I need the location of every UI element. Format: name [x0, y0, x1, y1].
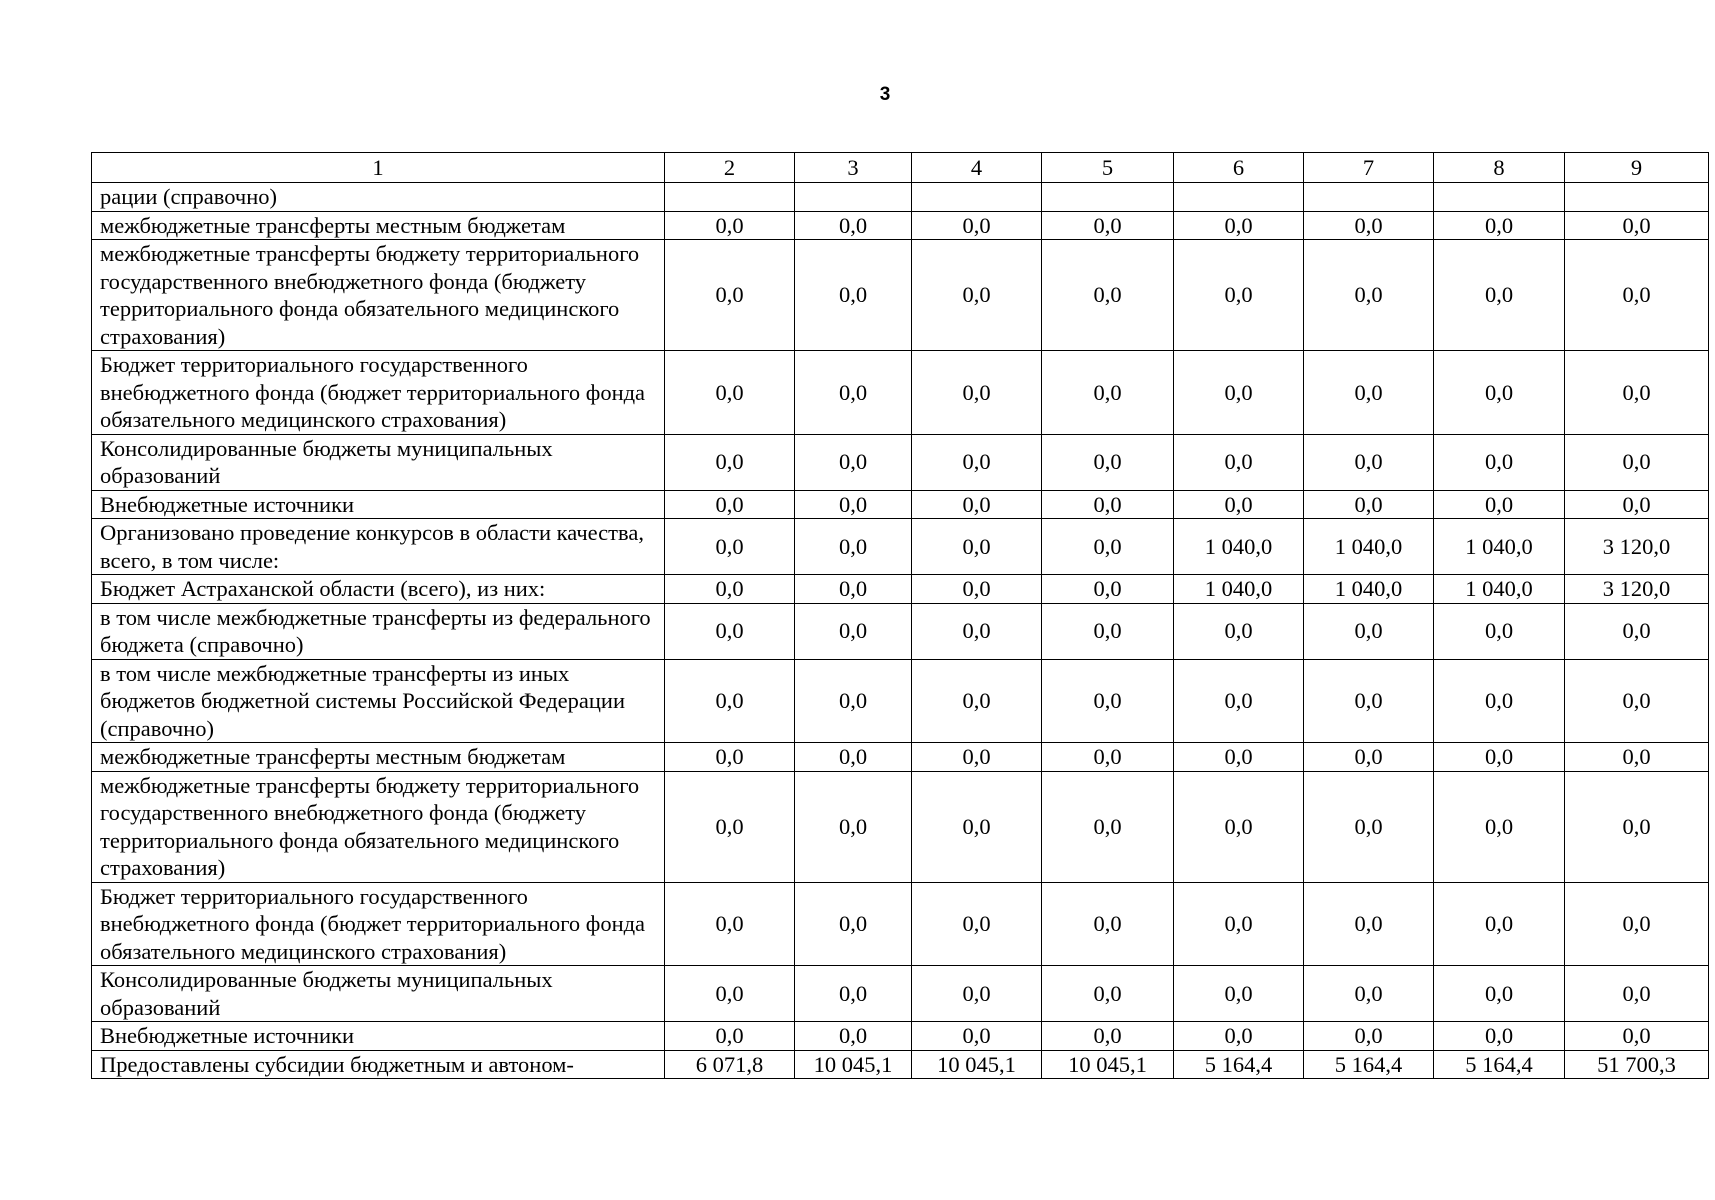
- value-cell: 0,0: [1565, 434, 1709, 490]
- value-cell: 0,0: [795, 603, 912, 659]
- value-cell: 0,0: [1042, 659, 1174, 743]
- value-cell: 0,0: [1434, 240, 1565, 351]
- value-cell: 0,0: [1174, 603, 1304, 659]
- value-cell: 1 040,0: [1174, 519, 1304, 575]
- value-cell: [1174, 183, 1304, 212]
- row-label: Бюджет Астраханской области (всего), из них:: [92, 575, 665, 604]
- column-header: 7: [1304, 153, 1434, 183]
- value-cell: 0,0: [1042, 519, 1174, 575]
- table-row: [92, 659, 1709, 743]
- value-cell: 5 164,4: [1174, 1050, 1304, 1079]
- value-cell: 0,0: [1174, 211, 1304, 240]
- value-cell: 0,0: [912, 771, 1042, 882]
- table-row: [92, 966, 1709, 1022]
- value-cell: 0,0: [912, 882, 1042, 966]
- value-cell: 0,0: [912, 1022, 1042, 1051]
- value-cell: 0,0: [795, 771, 912, 882]
- value-cell: 0,0: [1434, 659, 1565, 743]
- value-cell: 0,0: [912, 434, 1042, 490]
- column-header: 8: [1434, 153, 1565, 183]
- value-cell: [1304, 183, 1434, 212]
- column-header: 6: [1174, 153, 1304, 183]
- value-cell: 0,0: [1565, 966, 1709, 1022]
- value-cell: 0,0: [795, 490, 912, 519]
- table-header-row: [92, 153, 1709, 183]
- row-label: в том числе межбюджетные трансферты из иных бюджетов бюджетной системы Российской Федерации (справочно): [92, 659, 665, 743]
- value-cell: 0,0: [795, 240, 912, 351]
- row-label: Консолидированные бюджеты муниципальных образований: [92, 434, 665, 490]
- value-cell: 3 120,0: [1565, 519, 1709, 575]
- value-cell: 0,0: [795, 743, 912, 772]
- table-row: [92, 575, 1709, 604]
- value-cell: 0,0: [795, 1022, 912, 1051]
- value-cell: 0,0: [1042, 743, 1174, 772]
- value-cell: 0,0: [1304, 659, 1434, 743]
- value-cell: 0,0: [795, 966, 912, 1022]
- value-cell: 10 045,1: [1042, 1050, 1174, 1079]
- value-cell: 0,0: [1304, 771, 1434, 882]
- value-cell: [795, 183, 912, 212]
- table-row: [92, 1022, 1709, 1051]
- value-cell: 0,0: [1042, 351, 1174, 435]
- value-cell: [1565, 183, 1709, 212]
- value-cell: 0,0: [1042, 240, 1174, 351]
- value-cell: 0,0: [1174, 240, 1304, 351]
- value-cell: 0,0: [665, 1022, 795, 1051]
- value-cell: 1 040,0: [1434, 575, 1565, 604]
- value-cell: [1042, 183, 1174, 212]
- row-label: в том числе межбюджетные трансферты из федерального бюджета (справочно): [92, 603, 665, 659]
- value-cell: 0,0: [1434, 1022, 1565, 1051]
- value-cell: 0,0: [912, 575, 1042, 604]
- table-row: [92, 211, 1709, 240]
- value-cell: 0,0: [1042, 211, 1174, 240]
- value-cell: 10 045,1: [912, 1050, 1042, 1079]
- value-cell: 0,0: [1174, 1022, 1304, 1051]
- value-cell: 5 164,4: [1304, 1050, 1434, 1079]
- value-cell: 0,0: [1565, 603, 1709, 659]
- row-label: Внебюджетные источники: [92, 490, 665, 519]
- column-header: 1: [92, 153, 665, 183]
- value-cell: 0,0: [1174, 434, 1304, 490]
- column-header: 4: [912, 153, 1042, 183]
- table-row: [92, 743, 1709, 772]
- value-cell: 0,0: [795, 882, 912, 966]
- budget-table: [91, 152, 1709, 1079]
- value-cell: 0,0: [1565, 1022, 1709, 1051]
- value-cell: 0,0: [1565, 771, 1709, 882]
- value-cell: 0,0: [1042, 434, 1174, 490]
- value-cell: 0,0: [1304, 603, 1434, 659]
- value-cell: 0,0: [795, 519, 912, 575]
- value-cell: 0,0: [795, 659, 912, 743]
- value-cell: 1 040,0: [1304, 519, 1434, 575]
- value-cell: 0,0: [1304, 351, 1434, 435]
- value-cell: 0,0: [1565, 743, 1709, 772]
- column-header: 3: [795, 153, 912, 183]
- row-label: межбюджетные трансферты бюджету территориального государственного внебюджетного фонда (бюджету территориального фонда обязательного медицинского страхования): [92, 771, 665, 882]
- row-label: Консолидированные бюджеты муниципальных образований: [92, 966, 665, 1022]
- value-cell: 0,0: [1174, 771, 1304, 882]
- value-cell: 0,0: [1434, 882, 1565, 966]
- value-cell: 5 164,4: [1434, 1050, 1565, 1079]
- value-cell: 0,0: [1565, 490, 1709, 519]
- value-cell: [912, 183, 1042, 212]
- value-cell: 0,0: [1042, 1022, 1174, 1051]
- value-cell: 0,0: [1174, 743, 1304, 772]
- table-row: [92, 882, 1709, 966]
- page-number: 3: [879, 84, 891, 105]
- table-row: [92, 183, 1709, 212]
- table-row: [92, 519, 1709, 575]
- value-cell: 3 120,0: [1565, 575, 1709, 604]
- table-row: [92, 351, 1709, 435]
- table-row: [92, 434, 1709, 490]
- table-row: [92, 1050, 1709, 1079]
- value-cell: 10 045,1: [795, 1050, 912, 1079]
- value-cell: 0,0: [1565, 659, 1709, 743]
- value-cell: 0,0: [1434, 743, 1565, 772]
- value-cell: 0,0: [665, 882, 795, 966]
- value-cell: 1 040,0: [1434, 519, 1565, 575]
- value-cell: 0,0: [665, 240, 795, 351]
- value-cell: 0,0: [912, 519, 1042, 575]
- value-cell: 0,0: [1042, 575, 1174, 604]
- value-cell: 0,0: [665, 743, 795, 772]
- value-cell: 0,0: [665, 211, 795, 240]
- value-cell: 0,0: [1565, 351, 1709, 435]
- value-cell: 0,0: [665, 490, 795, 519]
- value-cell: 0,0: [795, 434, 912, 490]
- row-label: межбюджетные трансферты местным бюджетам: [92, 211, 665, 240]
- value-cell: 0,0: [912, 659, 1042, 743]
- row-label: межбюджетные трансферты местным бюджетам: [92, 743, 665, 772]
- value-cell: 0,0: [1174, 351, 1304, 435]
- value-cell: 0,0: [1042, 603, 1174, 659]
- value-cell: 0,0: [665, 659, 795, 743]
- value-cell: 0,0: [912, 351, 1042, 435]
- value-cell: 0,0: [1434, 966, 1565, 1022]
- value-cell: 0,0: [1174, 490, 1304, 519]
- value-cell: 0,0: [665, 351, 795, 435]
- value-cell: 0,0: [1434, 351, 1565, 435]
- value-cell: 0,0: [912, 240, 1042, 351]
- value-cell: 1 040,0: [1304, 575, 1434, 604]
- value-cell: 51 700,3: [1565, 1050, 1709, 1079]
- value-cell: 0,0: [1304, 211, 1434, 240]
- value-cell: 0,0: [1565, 882, 1709, 966]
- value-cell: 0,0: [1304, 1022, 1434, 1051]
- value-cell: 0,0: [1042, 490, 1174, 519]
- value-cell: 0,0: [665, 575, 795, 604]
- value-cell: 0,0: [1304, 434, 1434, 490]
- value-cell: [1434, 183, 1565, 212]
- value-cell: 0,0: [912, 743, 1042, 772]
- column-header: 9: [1565, 153, 1709, 183]
- value-cell: 0,0: [1434, 771, 1565, 882]
- table-row: [92, 240, 1709, 351]
- value-cell: 0,0: [1174, 882, 1304, 966]
- value-cell: 1 040,0: [1174, 575, 1304, 604]
- table-row: [92, 771, 1709, 882]
- value-cell: 0,0: [795, 211, 912, 240]
- value-cell: 0,0: [1042, 771, 1174, 882]
- value-cell: 0,0: [1434, 434, 1565, 490]
- row-label: Бюджет территориального государственного внебюджетного фонда (бюджет территориального фонда обязательного медицинского страхования): [92, 351, 665, 435]
- value-cell: 0,0: [1304, 490, 1434, 519]
- column-header: 2: [665, 153, 795, 183]
- row-label: рации (справочно): [92, 183, 665, 212]
- value-cell: 0,0: [795, 351, 912, 435]
- value-cell: 0,0: [665, 966, 795, 1022]
- value-cell: 0,0: [1434, 211, 1565, 240]
- value-cell: 0,0: [1304, 743, 1434, 772]
- value-cell: 0,0: [795, 575, 912, 604]
- table-row: [92, 490, 1709, 519]
- value-cell: 0,0: [912, 211, 1042, 240]
- value-cell: 0,0: [1174, 966, 1304, 1022]
- value-cell: 0,0: [665, 519, 795, 575]
- value-cell: [665, 183, 795, 212]
- value-cell: 0,0: [912, 966, 1042, 1022]
- value-cell: 0,0: [912, 603, 1042, 659]
- value-cell: 6 071,8: [665, 1050, 795, 1079]
- value-cell: 0,0: [1565, 211, 1709, 240]
- row-label: Внебюджетные источники: [92, 1022, 665, 1051]
- value-cell: 0,0: [1304, 882, 1434, 966]
- value-cell: 0,0: [1565, 240, 1709, 351]
- row-label: Предоставлены субсидии бюджетным и автоном-: [92, 1050, 665, 1079]
- value-cell: 0,0: [912, 490, 1042, 519]
- row-label: Бюджет территориального государственного внебюджетного фонда (бюджет территориального фонда обязательного медицинского страхования): [92, 882, 665, 966]
- value-cell: 0,0: [1304, 240, 1434, 351]
- value-cell: 0,0: [665, 603, 795, 659]
- row-label: Организовано проведение конкурсов в области качества, всего, в том числе:: [92, 519, 665, 575]
- value-cell: 0,0: [1042, 966, 1174, 1022]
- value-cell: 0,0: [1434, 490, 1565, 519]
- value-cell: 0,0: [1304, 966, 1434, 1022]
- value-cell: 0,0: [665, 434, 795, 490]
- value-cell: 0,0: [1042, 882, 1174, 966]
- value-cell: 0,0: [1174, 659, 1304, 743]
- value-cell: 0,0: [665, 771, 795, 882]
- value-cell: 0,0: [1434, 603, 1565, 659]
- column-header: 5: [1042, 153, 1174, 183]
- table-row: [92, 603, 1709, 659]
- row-label: межбюджетные трансферты бюджету территориального государственного внебюджетного фонда (бюджету территориального фонда обязательного медицинского страхования): [92, 240, 665, 351]
